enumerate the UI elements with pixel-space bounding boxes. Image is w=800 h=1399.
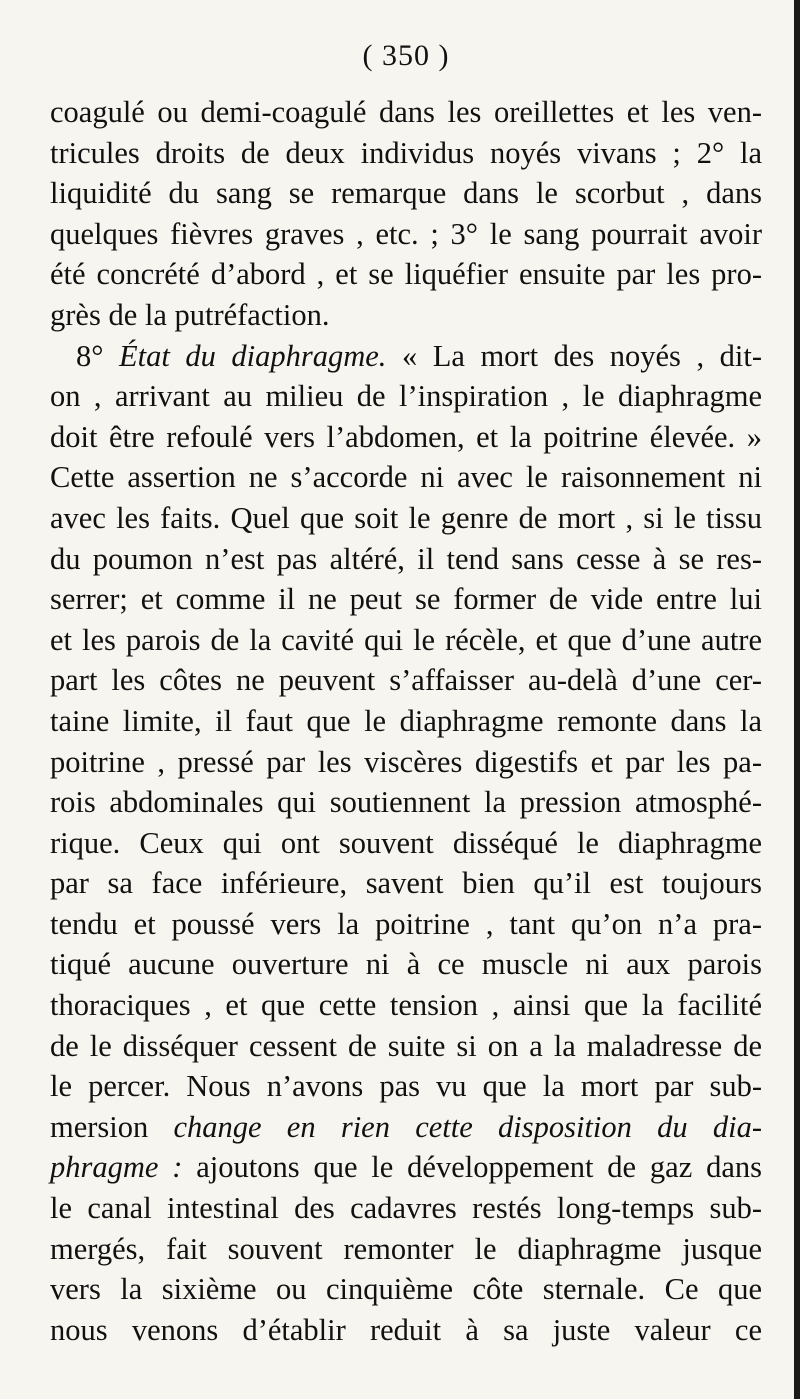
text-line	[50, 985, 762, 1026]
text-segment: grès de la putréfaction.	[50, 297, 330, 332]
text-line	[50, 336, 762, 377]
text-segment: tricules droits de deux individus noyés vivans ; 2° la	[50, 135, 762, 170]
text-line	[50, 133, 762, 174]
text-line	[50, 742, 762, 783]
text-segment: poitrine , pressé par les viscères digestifs et par les pa-	[50, 744, 762, 779]
text-segment: Cette assertion ne s’accorde ni avec le raisonnement ni	[50, 460, 762, 495]
text-line	[50, 1310, 762, 1351]
text-segment: mersion	[50, 1109, 174, 1144]
text-line	[50, 295, 762, 336]
text-segment: avec les faits. Quel que soit le genre de mort , si le tissu	[50, 500, 762, 535]
text-segment: part les côtes ne peuvent s’affaisser au-delà d’une cer-	[50, 663, 762, 698]
text-segment: doit être refoulé vers l’abdomen, et la poitrine élevée. »	[50, 419, 762, 454]
text-segment: rique. Ceux qui ont souvent disséqué le diaphragme	[50, 825, 762, 860]
text-segment: de le disséquer cessent de suite si on a la maladresse de	[50, 1028, 762, 1063]
text-segment: « La mort des noyés , dit-	[386, 338, 762, 373]
text-segment: rois abdominales qui soutiennent la pression atmosphé-	[50, 785, 762, 820]
text-segment: le canal intestinal des cadavres restés long-temps sub-	[50, 1191, 762, 1226]
text-line	[50, 823, 762, 864]
text-line	[50, 660, 762, 701]
text-segment: tiqué aucune ouverture ni à ce muscle ni aux parois	[50, 947, 762, 982]
page-edge-shadow	[794, 0, 800, 1399]
text-line	[50, 944, 762, 985]
text-line	[50, 1188, 762, 1229]
text-line	[50, 1026, 762, 1067]
text-segment: coagulé ou demi-coagulé dans les oreillettes et les ven-	[50, 95, 762, 129]
page-number: ( 350 )	[362, 39, 450, 72]
text-segment: taine limite, il faut que le diaphragme remonte dans la	[50, 703, 762, 738]
text-segment: mergés, fait souvent remonter le diaphragme jusque	[50, 1231, 762, 1266]
text-line	[50, 1066, 762, 1107]
text-segment: le percer. Nous n’avons pas vu que la mort par sub-	[50, 1069, 762, 1104]
text-line	[50, 498, 762, 539]
text-line	[50, 376, 762, 417]
text-line	[50, 1107, 762, 1148]
text-segment: vers la sixième ou cinquième côte sternale. Ce que	[50, 1272, 762, 1307]
text-line	[50, 173, 762, 214]
italic-text: change en rien cette disposition du dia-	[173, 1109, 762, 1144]
text-segment: serrer; et comme il ne peut se former de vide entre lui	[50, 582, 762, 617]
body-text	[50, 92, 762, 1350]
text-segment: 8°	[76, 338, 119, 373]
text-segment: par sa face inférieure, savent bien qu’il est toujours	[50, 866, 762, 901]
text-line	[50, 254, 762, 295]
text-line	[50, 579, 762, 620]
text-line	[50, 92, 762, 133]
text-segment: et les parois de la cavité qui le récèle, et que d’une autre	[50, 622, 762, 657]
text-line	[50, 904, 762, 945]
text-segment: ajoutons que le développement de gaz dans	[182, 1150, 762, 1185]
text-line	[50, 1269, 762, 1310]
text-segment: tendu et poussé vers la poitrine , tant qu’on n’a pra-	[50, 906, 762, 941]
text-line	[50, 214, 762, 255]
text-segment: nous venons d’établir reduit à sa juste valeur ce	[50, 1312, 762, 1347]
text-line	[50, 539, 762, 580]
italic-text: État du diaphragme.	[118, 338, 387, 373]
text-segment: quelques fièvres graves , etc. ; 3° le sang pourrait avoir	[50, 216, 762, 251]
text-line	[50, 620, 762, 661]
text-line	[50, 1229, 762, 1270]
text-line	[50, 782, 762, 823]
text-segment: on , arrivant au milieu de l’inspiration , le diaphragme	[50, 379, 762, 414]
text-segment: été concrété d’abord , et se liquéfier ensuite par les pro-	[50, 257, 762, 292]
text-line	[50, 417, 762, 458]
text-line	[50, 457, 762, 498]
text-line	[50, 863, 762, 904]
text-line	[50, 1147, 762, 1188]
text-segment: liquidité du sang se remarque dans le scorbut , dans	[50, 176, 762, 211]
text-line	[50, 701, 762, 742]
text-segment: du poumon n’est pas altéré, il tend sans cesse à se res-	[50, 541, 762, 576]
text-segment: thoraciques , et que cette tension , ainsi que la facilité	[50, 988, 762, 1023]
italic-text: phragme :	[50, 1150, 183, 1185]
